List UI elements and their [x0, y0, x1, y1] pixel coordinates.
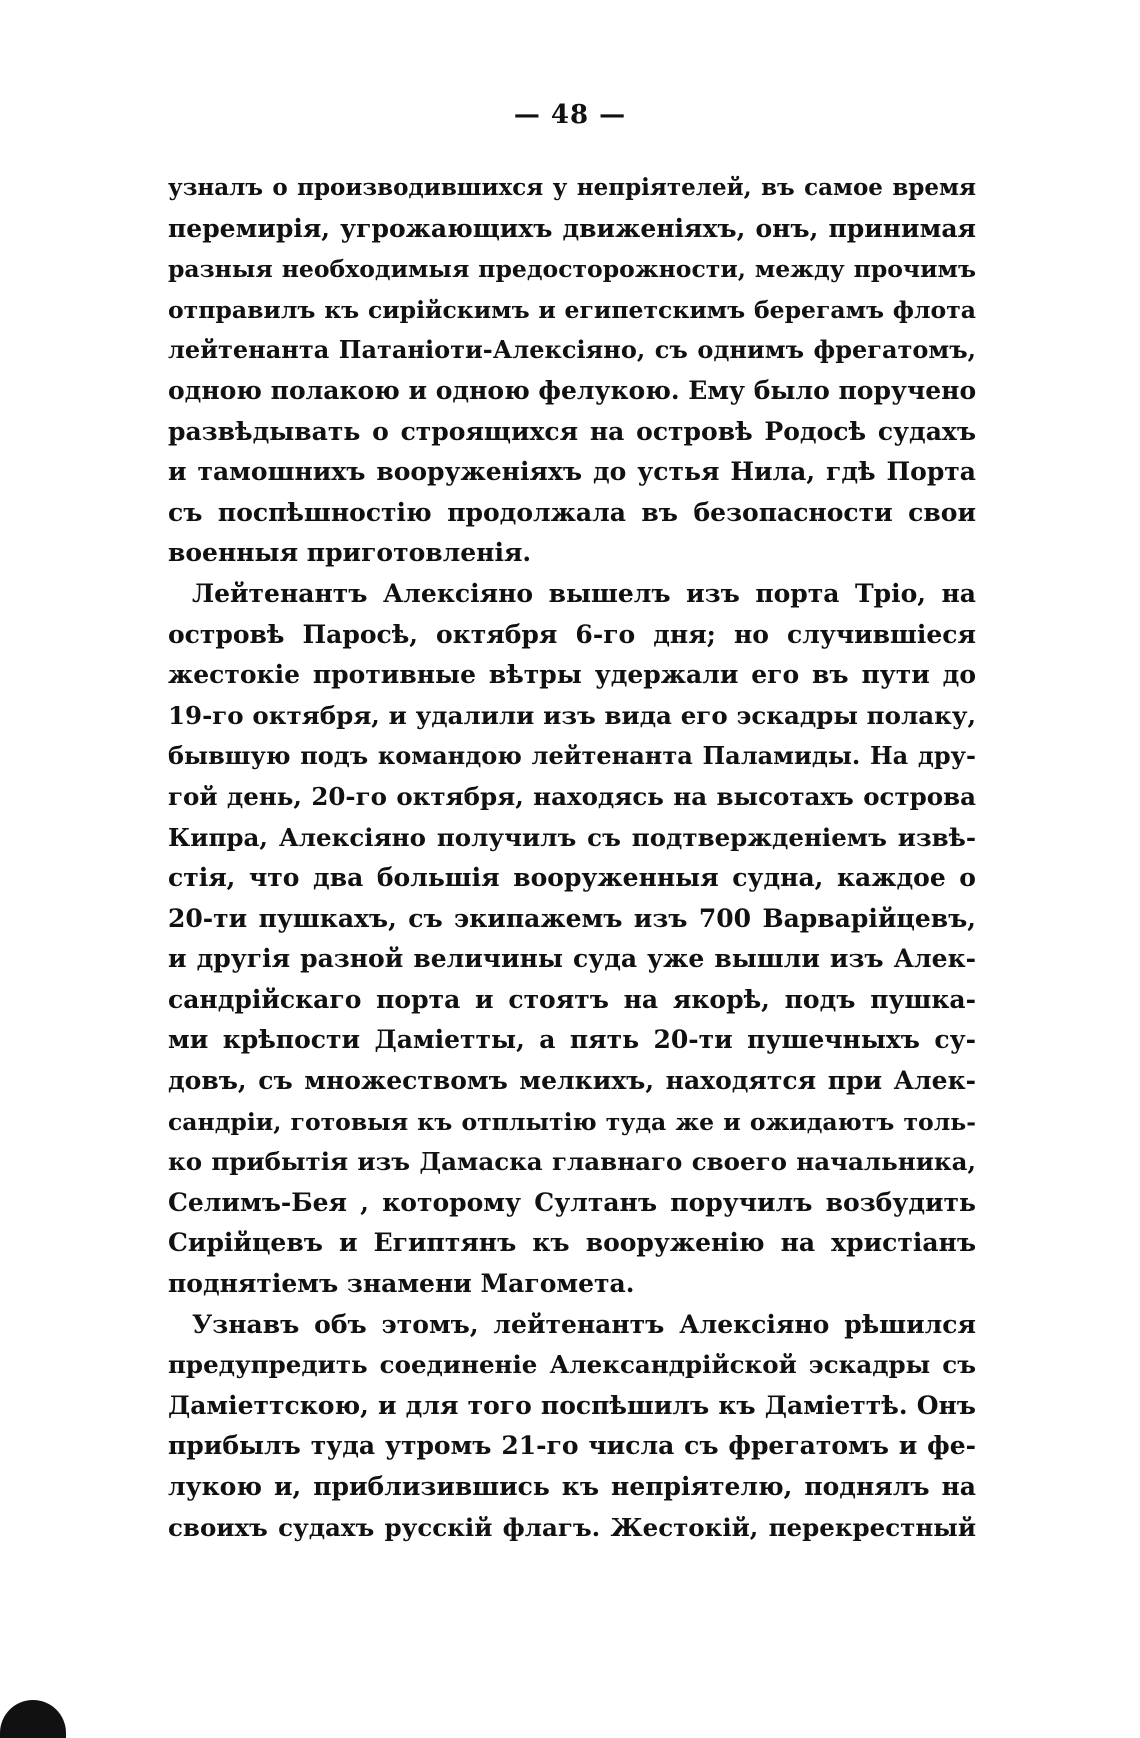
- text-line: гой день, 20-го октября, находясь на высотахъ острова: [168, 781, 976, 811]
- text-line: бывшую подъ командою лейтенанта Паламиды. На дру-: [168, 741, 976, 771]
- text-line: своихъ судахъ русскій флагъ. Жестокій, перекрестный: [168, 1512, 976, 1542]
- text-line: одною полакою и одною фелукою. Ему было поручено: [168, 375, 976, 405]
- text-line: Узнавъ объ этомъ, лейтенантъ Алексіяно рѣшился: [192, 1309, 976, 1339]
- text-line: лукою и, приблизившись къ непріятелю, поднялъ на: [168, 1472, 976, 1501]
- text-line: съ поспѣшностію продолжала въ безопасности свои: [168, 497, 976, 527]
- text-line: стія, что два большія вооруженныя судна, каждое о: [168, 863, 976, 893]
- text-line: жестокіе противные вѣтры удержали его въ пути до: [168, 660, 976, 690]
- text-line: поднятіемъ знамени Магомета.: [168, 1269, 635, 1299]
- text-line: лейтенанта Патаніоти-Алексіяно, съ однимъ фрегатомъ,: [168, 335, 976, 365]
- text-line: сандріи, готовыя къ отплытію туда же и ожидаютъ толь-: [168, 1107, 976, 1136]
- page-number: — 48 —: [513, 100, 627, 130]
- text-line: развѣдывать о строящихся на островѣ Родосѣ судахъ: [168, 416, 976, 446]
- text-line: ми крѣпости Даміетты, а пять 20-ти пушечныхъ су-: [168, 1025, 976, 1055]
- body-text: [168, 168, 976, 1548]
- text-line: островѣ Паросѣ, октября 6-го дня; но случившіеся: [168, 619, 976, 649]
- text-line: Кипра, Алексіяно получилъ съ подтвержденіемъ извѣ-: [168, 822, 976, 852]
- text-line: предупредить соединеніе Александрійской эскадры съ: [168, 1350, 976, 1380]
- text-line: военныя приготовленія.: [168, 538, 532, 568]
- text-line: довъ, съ множествомъ мелкихъ, находятся при Алек-: [168, 1066, 976, 1096]
- text-line: и другія разной величины суда уже вышли изъ Алек-: [168, 944, 976, 974]
- text-line: ко прибытія изъ Дамаска главнаго своего начальника,: [168, 1147, 976, 1177]
- text-line: Сирійцевъ и Египтянъ къ вооруженію на христіанъ: [168, 1228, 976, 1258]
- ink-blot: [0, 1700, 66, 1738]
- text-line: Лейтенантъ Алексіяно вышелъ изъ порта Тріо, на: [192, 578, 976, 608]
- text-line: узналъ о производившихся у непріятелей, въ самое время: [168, 174, 976, 201]
- text-line: отправилъ къ сирійскимъ и египетскимъ берегамъ флота: [168, 295, 976, 324]
- text-line: и тамошнихъ вооруженіяхъ до устья Нила, гдѣ Порта: [168, 457, 976, 487]
- text-line: Селимъ-Бея , которому Султанъ поручилъ возбудить: [168, 1187, 976, 1217]
- text-line: сандрійскаго порта и стоятъ на якорѣ, подъ пушка-: [168, 984, 976, 1014]
- text-line: разныя необходимыя предосторожности, между прочимъ: [168, 255, 976, 284]
- text-line: перемирія, угрожающихъ движеніяхъ, онъ, принимая: [168, 213, 976, 243]
- text-line: прибылъ туда утромъ 21-го числа съ фрегатомъ и фе-: [168, 1431, 976, 1461]
- text-line: Даміеттскою, и для того поспѣшилъ къ Даміеттѣ. Онъ: [168, 1390, 976, 1420]
- text-line: 19-го октября, и удалили изъ вида его эскадры полаку,: [168, 700, 976, 730]
- text-line: 20-ти пушкахъ, съ экипажемъ изъ 700 Варварійцевъ,: [168, 903, 976, 933]
